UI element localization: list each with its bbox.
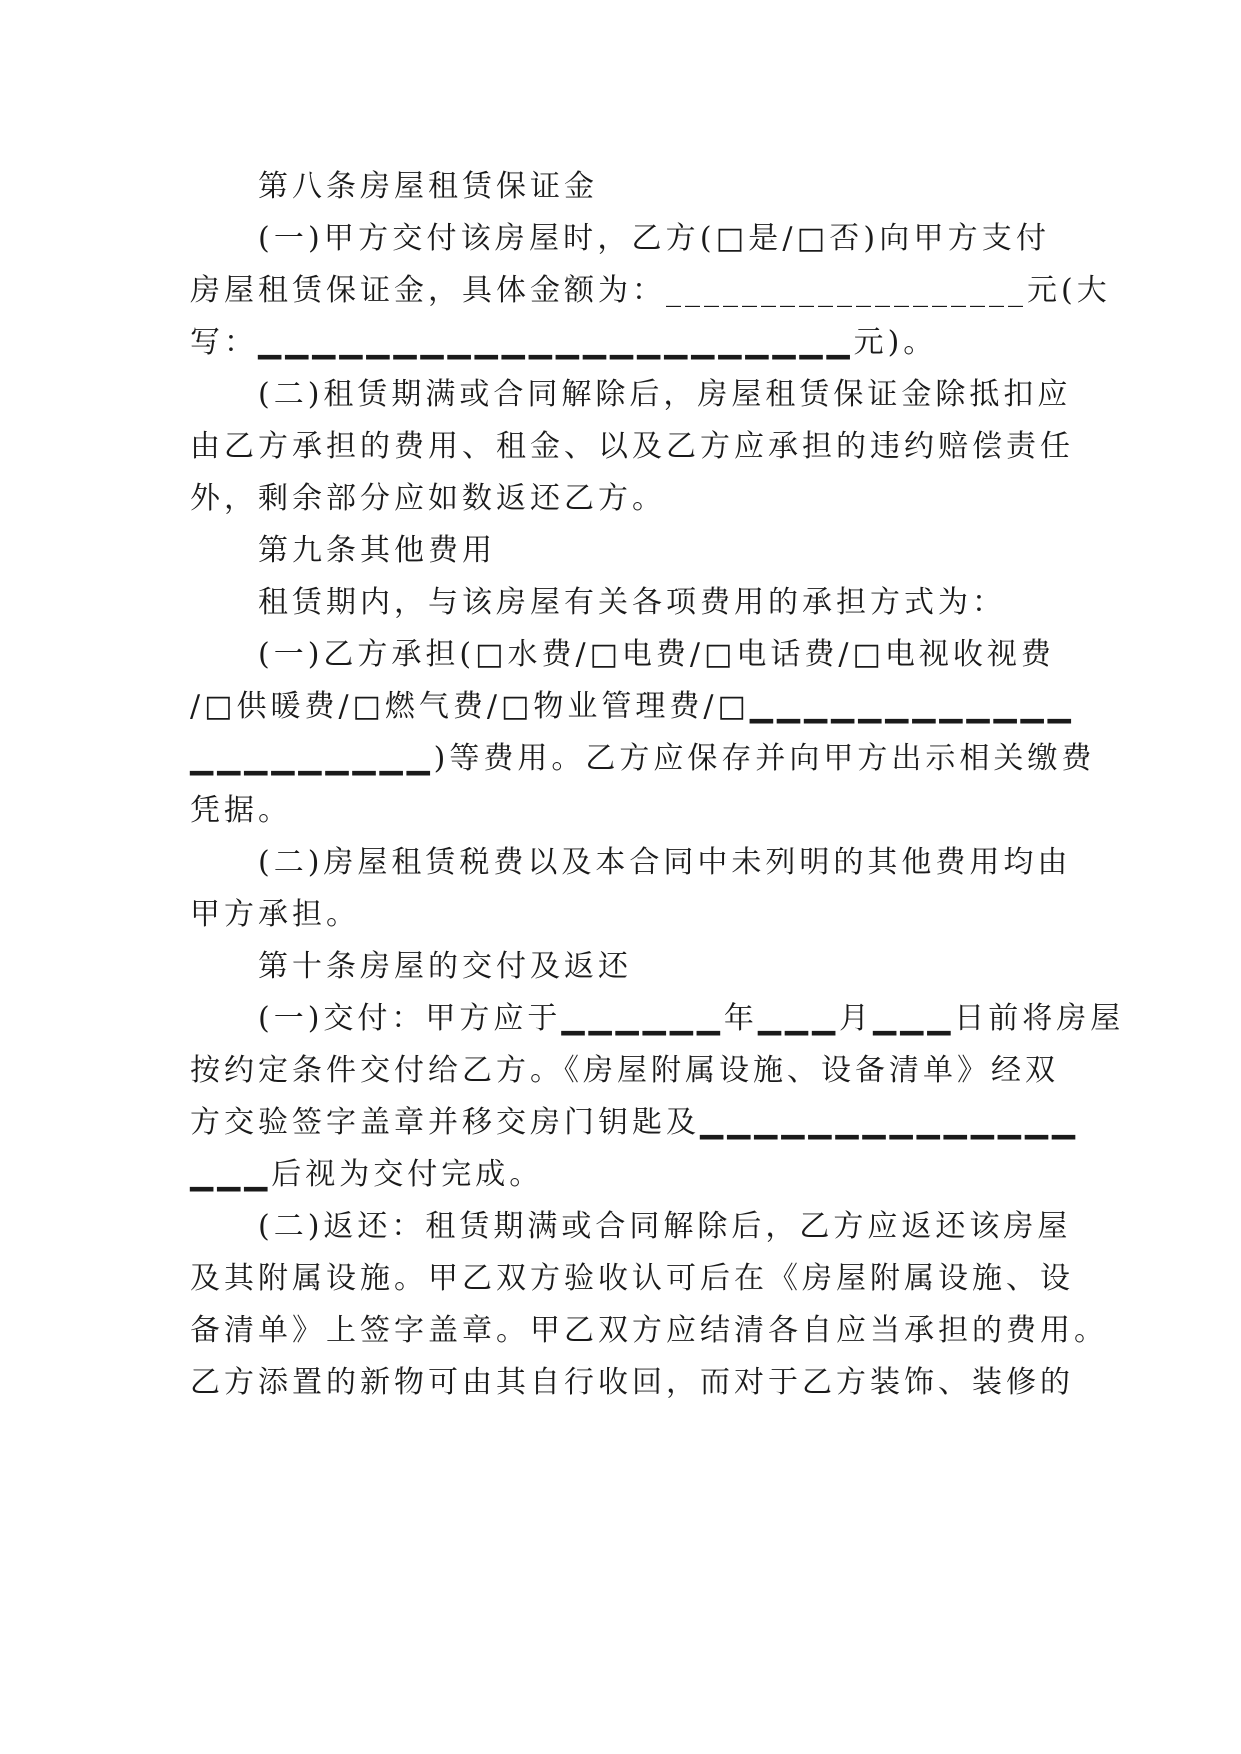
text-line: 按约定条件交付给乙方。《房屋附属设施、设备清单》经双 [190, 1053, 1059, 1088]
text-line: ▁▁▁后视为交付完成。 [190, 1157, 544, 1192]
text-line: 写：▁▁▁▁▁▁▁▁▁▁▁▁▁▁▁▁▁▁▁▁▁▁元)。 [190, 325, 938, 360]
text-line: 甲方承担。 [190, 897, 360, 932]
text-line: 备清单》上签字盖章。甲乙双方应结清各自应当承担的费用。 [190, 1313, 1108, 1348]
text-line: (一)乙方承担(□水费/□电费/□电话费/□电视收视费 [258, 637, 1055, 672]
section-heading-8: 第八条房屋租赁保证金 [258, 169, 598, 204]
text-line: 及其附属设施。甲乙双方验收认可后在《房屋附属设施、设 [190, 1261, 1074, 1296]
text-line: 凭据。 [190, 793, 292, 828]
text-line: 方交验签字盖章并移交房门钥匙及▁▁▁▁▁▁▁▁▁▁▁▁▁▁ [190, 1105, 1079, 1140]
text-line: (二)房屋租赁税费以及本合同中未列明的其他费用均由 [258, 845, 1072, 880]
text-line: 外，剩余部分应如数返还乙方。 [190, 481, 666, 516]
text-line: ▁▁▁▁▁▁▁▁▁)等费用。乙方应保存并向甲方出示相关缴费 [190, 741, 1096, 776]
section-heading-10: 第十条房屋的交付及返还 [258, 949, 632, 984]
text-line: 租赁期内，与该房屋有关各项费用的承担方式为： [258, 585, 1006, 620]
section-heading-9: 第九条其他费用 [258, 533, 496, 568]
text-line: /□供暖费/□燃气费/□物业管理费/□▁▁▁▁▁▁▁▁▁▁▁▁ [190, 689, 1075, 724]
text-line: 房屋租赁保证金，具体金额为：___________________元(大 [190, 273, 1111, 308]
text-line: 乙方添置的新物可由其自行收回，而对于乙方装饰、装修的 [190, 1365, 1074, 1400]
text-line: (一)交付：甲方应于▁▁▁▁▁▁年▁▁▁月▁▁▁日前将房屋 [258, 1001, 1125, 1036]
text-line: 由乙方承担的费用、租金、以及乙方应承担的违约赔偿责任 [190, 429, 1074, 464]
text-line: (二)租赁期满或合同解除后，房屋租赁保证金除抵扣应 [258, 377, 1072, 412]
text-line: (二)返还：租赁期满或合同解除后，乙方应返还该房屋 [258, 1209, 1072, 1244]
text-line: (一)甲方交付该房屋时，乙方(□是/□否)向甲方支付 [258, 221, 1050, 256]
